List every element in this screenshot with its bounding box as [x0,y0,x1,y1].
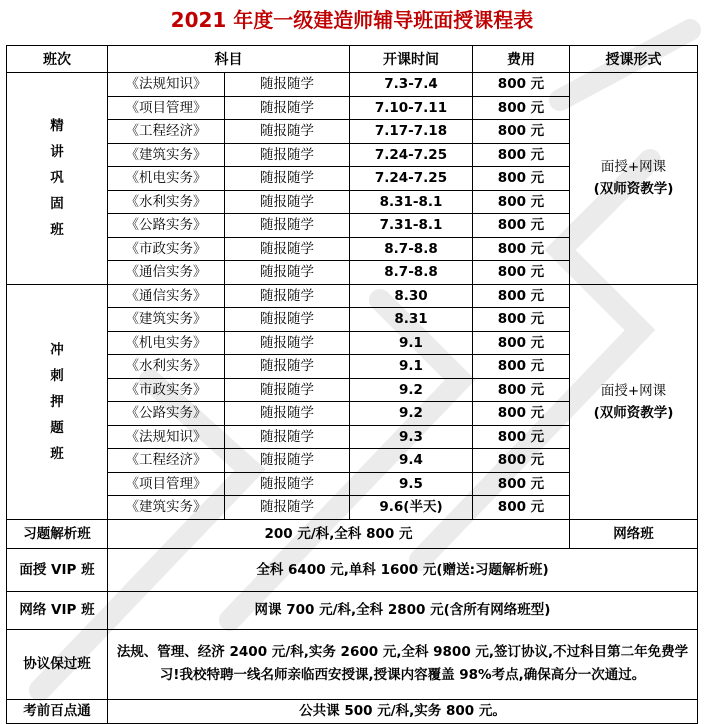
mode-cell [570,73,698,285]
sprint-price: 公共课 500 元/科,实务 800 元。 [108,699,698,723]
fee-cell: 800 元 [473,449,570,473]
subject-cell: 《法规知识》 [108,73,225,97]
class-name-char: 班 [50,445,64,462]
subject-cell: 《建筑实务》 [108,496,225,520]
exercise-row [7,519,698,548]
header-row [7,46,698,73]
mode-line-2: (双师资教学) [593,404,674,421]
class-name-char: 刺 [50,367,64,384]
fee-cell: 800 元 [473,378,570,402]
enroll-note-cell: 随报随学 [225,355,350,379]
header-fee: 费用 [473,46,570,73]
vip-face-name: 面授 VIP 班 [7,548,108,591]
start-time-cell: 8.7-8.8 [350,261,473,285]
subject-cell: 《通信实务》 [108,284,225,308]
subject-cell: 《工程经济》 [108,120,225,144]
start-time-cell: 9.2 [350,378,473,402]
start-time-cell: 7.31-8.1 [350,214,473,238]
table-row [7,73,698,97]
mode-line-1: 面授+网课 [600,159,667,176]
vip-face-row [7,548,698,591]
start-time-cell: 9.1 [350,355,473,379]
header-mode: 授课形式 [570,46,698,73]
table-row [7,284,698,308]
fee-cell: 800 元 [473,284,570,308]
class-name-cell [7,284,108,519]
exercise-name: 习题解析班 [7,519,108,548]
enroll-note-cell: 随报随学 [225,472,350,496]
fee-cell: 800 元 [473,237,570,261]
enroll-note-cell: 随报随学 [225,167,350,191]
mode-line-2: (双师资教学) [593,181,674,198]
vip-net-row [7,591,698,629]
exercise-price: 200 元/科,全科 800 元 [108,519,570,548]
vip-face-price: 全科 6400 元,单科 1600 元(赠送:习题解析班) [108,548,698,591]
enroll-note-cell: 随报随学 [225,402,350,426]
subject-cell: 《机电实务》 [108,167,225,191]
subject-cell: 《法规知识》 [108,425,225,449]
start-time-cell: 9.6(半天) [350,496,473,520]
subject-cell: 《公路实务》 [108,402,225,426]
start-time-cell: 7.24-7.25 [350,167,473,191]
guarantee-name: 协议保过班 [7,629,108,699]
start-time-cell: 9.5 [350,472,473,496]
fee-cell: 800 元 [473,496,570,520]
enroll-note-cell: 随报随学 [225,308,350,332]
enroll-note-cell: 随报随学 [225,237,350,261]
start-time-cell: 7.10-7.11 [350,96,473,120]
page-title: 2021 年度一级建造师辅导班面授课程表 [170,8,534,32]
class-name-char: 冲 [50,341,64,358]
guarantee-row [7,629,698,699]
fee-cell: 800 元 [473,472,570,496]
fee-cell: 800 元 [473,190,570,214]
vip-net-price: 网课 700 元/科,全科 2800 元(含所有网络班型) [108,591,698,629]
fee-cell: 800 元 [473,214,570,238]
fee-cell: 800 元 [473,167,570,191]
start-time-cell: 7.17-7.18 [350,120,473,144]
enroll-note-cell: 随报随学 [225,143,350,167]
subject-cell: 《建筑实务》 [108,308,225,332]
sprint-row [7,699,698,723]
enroll-note-cell: 随报随学 [225,284,350,308]
enroll-note-cell: 随报随学 [225,96,350,120]
subject-cell: 《水利实务》 [108,355,225,379]
enroll-note-cell: 随报随学 [225,73,350,97]
class-name-char: 讲 [50,144,64,161]
class-name-char: 精 [50,118,64,135]
class-name-char: 押 [50,393,64,410]
enroll-note-cell: 随报随学 [225,449,350,473]
enroll-note-cell: 随报随学 [225,190,350,214]
enroll-note-cell: 随报随学 [225,378,350,402]
schedule-table [6,45,698,724]
enroll-note-cell: 随报随学 [225,261,350,285]
start-time-cell: 8.31-8.1 [350,190,473,214]
fee-cell: 800 元 [473,73,570,97]
start-time-cell: 7.24-7.25 [350,143,473,167]
class-name-cell [7,73,108,285]
fee-cell: 800 元 [473,96,570,120]
header-start: 开课时间 [350,46,473,73]
class-name-char: 固 [50,196,64,213]
subject-cell: 《公路实务》 [108,214,225,238]
class-name-char: 班 [50,222,64,239]
subject-cell: 《市政实务》 [108,378,225,402]
subject-cell: 《工程经济》 [108,449,225,473]
start-time-cell: 9.4 [350,449,473,473]
fee-cell: 800 元 [473,331,570,355]
subject-cell: 《机电实务》 [108,331,225,355]
subject-cell: 《市政实务》 [108,237,225,261]
guarantee-text: 法规、管理、经济 2400 元/科,实务 2600 元,全科 9800 元,签订协议,不过科目第二年免费学习!我校特聘一线名师亲临西安授课,授课内容覆盖 98%考点,确保高分一次通过。 [108,629,698,699]
fee-cell: 800 元 [473,120,570,144]
class-name-char: 题 [50,419,64,436]
start-time-cell: 9.1 [350,331,473,355]
subject-cell: 《水利实务》 [108,190,225,214]
enroll-note-cell: 随报随学 [225,496,350,520]
fee-cell: 800 元 [473,402,570,426]
class-name-char: 巩 [50,170,64,187]
fee-cell: 800 元 [473,355,570,379]
vip-net-name: 网络 VIP 班 [7,591,108,629]
start-time-cell: 8.30 [350,284,473,308]
mode-cell [570,284,698,519]
enroll-note-cell: 随报随学 [225,331,350,355]
header-class: 班次 [7,46,108,73]
header-subject: 科目 [108,46,350,73]
enroll-note-cell: 随报随学 [225,120,350,144]
fee-cell: 800 元 [473,308,570,332]
enroll-note-cell: 随报随学 [225,425,350,449]
start-time-cell: 9.2 [350,402,473,426]
subject-cell: 《通信实务》 [108,261,225,285]
start-time-cell: 8.7-8.8 [350,237,473,261]
enroll-note-cell: 随报随学 [225,214,350,238]
subject-cell: 《项目管理》 [108,96,225,120]
start-time-cell: 9.3 [350,425,473,449]
fee-cell: 800 元 [473,143,570,167]
subject-cell: 《建筑实务》 [108,143,225,167]
start-time-cell: 7.3-7.4 [350,73,473,97]
fee-cell: 800 元 [473,261,570,285]
exercise-mode: 网络班 [570,519,698,548]
mode-line-1: 面授+网课 [600,382,667,399]
subject-cell: 《项目管理》 [108,472,225,496]
start-time-cell: 8.31 [350,308,473,332]
fee-cell: 800 元 [473,425,570,449]
sprint-name: 考前百点通 [7,699,108,723]
